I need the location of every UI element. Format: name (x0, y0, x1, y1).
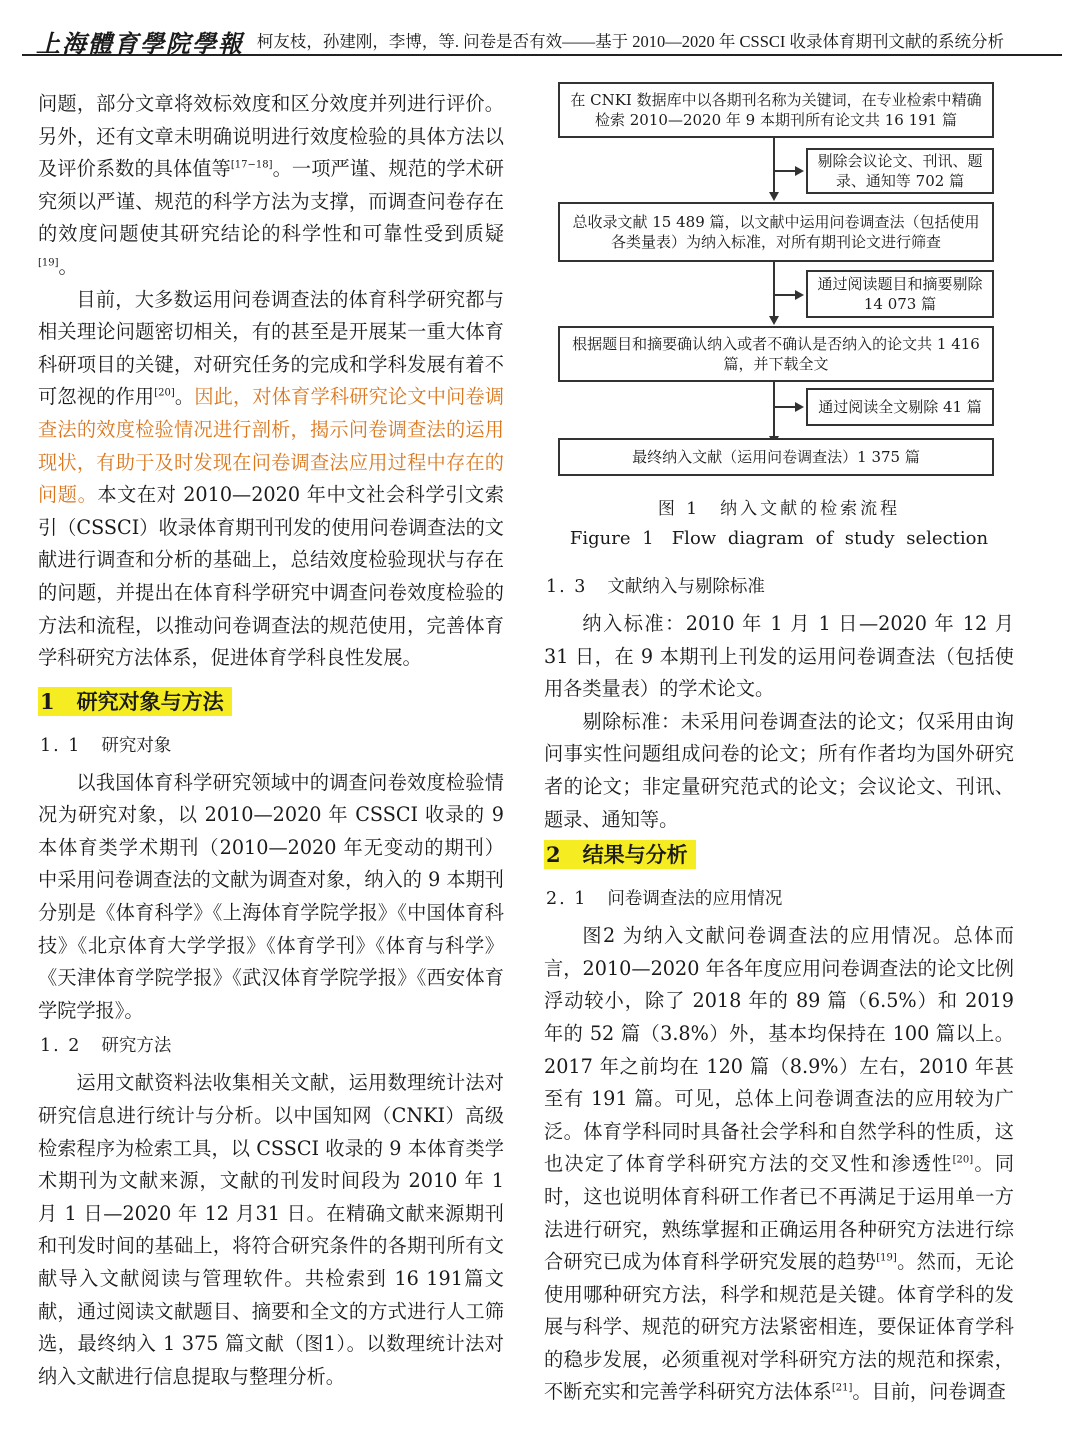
section-heading: 1 研究对象与方法 (38, 687, 504, 717)
flow-arrow (795, 166, 804, 176)
flow-box-exclude-3: 通过阅读全文剔除 41 篇 (806, 388, 994, 426)
flow-line (775, 406, 797, 408)
flow-line (773, 382, 775, 438)
figure-caption-zh: 图 1 纳入文献的检索流程 (657, 499, 901, 519)
paragraph: 纳入标准：2010 年 1 月 1 日—2020 年 12 月 31 日，在 9 本期刊上刊发的运用问卷调查法（包括使用各类量表）的学术论文。 (544, 612, 1014, 701)
paragraph: 剔除标准：未采用问卷调查法的论文；仅采用由询问事实性问题组成问卷的论文；所有作者均为国外研究者的论文；非定量研究范式的论文；会议论文、刊讯、题录、通知等。 (544, 709, 1014, 831)
flow-arrow (769, 316, 779, 325)
flow-box-final: 最终纳入文献（运用问卷调查法）1 375 篇 (558, 438, 994, 476)
paragraph: 运用文献资料法收集相关文献，运用数理统计法对研究信息进行统计与分析。以中国知网（CNKI）高级检索程序为检索工具，以 CSSCI 收录的 9 本体育类学术期刊为文献来源，文献的刊发时间段为 2010 年 1 月 1 日—2020 年 12 月31 日。在精确文献来源期刊和刊发时间的基础上，将符合研究条件的各期刊所有文献导入文献阅读与管理软件。共检索到 16 191篇文献，通过阅读文献题目、摘要和全文的方式进行人工筛选，最终纳入 1 375 篇文献（图1）。以数理统计法对纳入文献进行信息提取与整理分析。 (38, 1071, 504, 1388)
journal-logo: 上海體育學院學報 (36, 29, 244, 58)
flow-arrow (795, 290, 804, 300)
citation[interactable]: [19] (876, 1252, 897, 1264)
figure-caption-en: Figure 1 Flow diagram of study selection (569, 528, 989, 549)
flow-line (773, 138, 775, 194)
subsection-heading: 1. 1 研究对象 (40, 735, 172, 756)
flow-line (775, 294, 797, 296)
paragraph: 图2 为纳入文献问卷调查法的应用情况。总体而言，2010—2020 年各年度应用问卷调查法的论文比例浮动较小，除了 2018 年的 89 篇（6.5%）和 2019 年的 52 篇（3.8%）外，基本均保持在 100 篇以上。2017 年之前均在 120 篇（8.9%）左右，2010 年甚至有 191 篇。可见，总体上问卷调查法的应用较为广泛。体育学科同时具备社会学科和自然学科的性质，这也决定了体育学科研究方法的交叉性和渗透性[20]。同时，这也说明体育科研工作者已不再满足于运用单一方法进行研究，熟练掌握和正确运用各种研究方法进行综合研究已成为体育科学研究发展的趋势[19]。然而，无论使用哪种研究方法，科学和规范是关键。体育学科的发展与科学、规范的研究方法紧密相连，要保证体育学科的稳步发展，必须重视对学科研究方法的规范和探索，不断充实和完善学科研究方法体系[21]。目前，问卷调查 (544, 924, 1015, 1404)
subsection-heading: 1. 3 文献纳入与剔除标准 (546, 577, 765, 597)
paragraph: 问题，部分文章将效标效度和区分效度并列进行评价。另外，还有文章未明确说明进行效度检验的具体方法以及评价系数的具体值等[17−18]。一项严谨、规范的学术研究须以严谨、规范的科学方法为支撑，而调查问卷存在的效度问题使其研究结论的科学性和可靠性受到质疑[19]。 (38, 92, 504, 278)
page-header (22, 18, 1062, 56)
section-heading: 2 结果与分析 (544, 840, 1014, 870)
flow-box-total: 总收录文献 15 489 篇，以文献中运用问卷调查法（包括使用各类量表）为纳入标准，对所有期刊论文进行筛查 (558, 202, 994, 262)
flow-box-screen: 根据题目和摘要确认纳入或者不确认是否纳入的论文共 1 416 篇，并下载全文 (558, 326, 994, 382)
flow-box-exclude-1: 剔除会议论文、刊讯、题录、通知等 702 篇 (806, 148, 994, 194)
left-column (38, 88, 504, 1393)
flow-arrow (769, 192, 779, 201)
paragraph: 目前，大多数运用问卷调查法的体育科学研究都与相关理论问题密切相关，有的甚至是开展某一重大体育科研项目的关键，对研究任务的完成和学科发展有着不可忽视的作用[20]。因此，对体育学科研究论文中问卷调查法的效度检验情况进行剖析，揭示问卷调查法的运用现状，有助于及时发现在问卷调查法应用过程中存在的问题。本文在对 2010—2020 年中文社会科学引文索引（CSSCI）收录体育期刊刊发的使用问卷调查法的文献进行调查和分析的基础上，总结效度检验现状与存在的问题，并提出在体育科学研究中调查问卷效度检验的方法和流程，以推动问卷调查法的规范使用，完善体育学科研究方法体系，促进体育学科良性发展。 (38, 287, 505, 670)
paragraph: 以我国体育科学研究领域中的调查问卷效度检验情况为研究对象，以 2010—2020 年 CSSCI 收录的 9 本体育类学术期刊（2010—2020 年无变动的期刊）中采用问卷调查法的文献为调查对象，纳入的 9 本期刊分别是《体育科学》《上海体育学院学报》《中国体育科技》《北京体育大学学报》《体育学刊》《体育与科学》《天津体育学院学报》《武汉体育学院学报》《西安体育学院学报》。 (38, 770, 504, 1022)
citation[interactable]: [19] (38, 257, 59, 269)
citation[interactable]: [20] (952, 1154, 974, 1166)
subsection-heading: 1. 2 研究方法 (40, 1036, 172, 1057)
flow-arrow (795, 402, 804, 412)
citation[interactable]: [17−18] (230, 159, 273, 171)
citation[interactable]: [21] (831, 1383, 853, 1395)
flow-box-exclude-2: 通过阅读题目和摘要剔除 14 073 篇 (806, 270, 994, 318)
subsection-heading: 2. 1 问卷调查法的应用情况 (546, 889, 783, 910)
flow-line (775, 170, 797, 172)
flow-diagram (544, 82, 1014, 482)
running-title: 柯友枝，孙建刚，李博，等. 问卷是否有效——基于 2010—2020 年 CSSCI 收录体育期刊文献的系统分析 (256, 32, 1004, 51)
flow-line (773, 262, 775, 318)
citation[interactable]: [20] (154, 387, 175, 399)
flow-box-search: 在 CNKI 数据库中以各期刊名称为关键词，在专业检索中精确检索 2010—2020 年 9 本期刊所有论文共 16 191 篇 (558, 82, 994, 138)
highlighted-text: 因此，对体育学科研究论文中问卷调查法的效度检验情况进行剖析，揭示问卷调查法的运用现状，有助于及时发现在问卷调查法应用过程中存在的问题。 (38, 385, 505, 507)
right-column (544, 82, 1014, 1409)
